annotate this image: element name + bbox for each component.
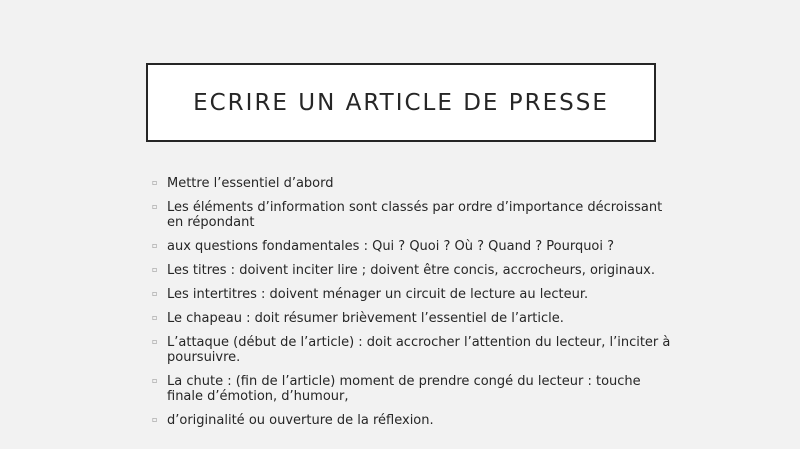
bullet-text: Le chapeau : doit résumer brièvement l’essentiel de l’article. bbox=[167, 311, 564, 326]
bullet-item bbox=[152, 311, 672, 326]
bullet-item bbox=[152, 335, 672, 365]
bullet-item bbox=[152, 239, 672, 254]
bullet-icon: ▫ bbox=[152, 415, 158, 424]
slide-title: ECRIRE UN ARTICLE DE PRESSE bbox=[193, 89, 609, 116]
bullet-icon: ▫ bbox=[152, 313, 158, 322]
bullet-icon: ▫ bbox=[152, 202, 158, 211]
bullet-item bbox=[152, 413, 672, 428]
bullet-icon: ▫ bbox=[152, 289, 158, 298]
bullet-icon: ▫ bbox=[152, 376, 158, 385]
bullet-item bbox=[152, 200, 672, 230]
bullet-text: aux questions fondamentales : Qui ? Quoi ? Où ? Quand ? Pourquoi ? bbox=[167, 239, 615, 254]
bullet-text: Les titres : doivent inciter lire ; doivent être concis, accrocheurs, originaux. bbox=[167, 263, 656, 278]
bullet-item bbox=[152, 176, 672, 191]
bullet-text: La chute : (fin de l’article) moment de prendre congé du lecteur : touche finale d’émotion, d’humour, bbox=[167, 374, 641, 404]
bullet-list bbox=[152, 176, 672, 437]
bullet-text: Les intertitres : doivent ménager un circuit de lecture au lecteur. bbox=[167, 287, 589, 302]
bullet-icon: ▫ bbox=[152, 241, 158, 250]
bullet-text: Mettre l’essentiel d’abord bbox=[167, 176, 334, 191]
bullet-text: d’originalité ou ouverture de la réflexion. bbox=[167, 413, 434, 428]
bullet-icon: ▫ bbox=[152, 337, 158, 346]
bullet-item bbox=[152, 374, 672, 404]
bullet-text: L’attaque (début de l’article) : doit accrocher l’attention du lecteur, l’inciter à poursuivre. bbox=[167, 335, 671, 365]
bullet-text: Les éléments d’information sont classés par ordre d’importance décroissant en répondant bbox=[167, 200, 663, 230]
bullet-icon: ▫ bbox=[152, 265, 158, 274]
title-box bbox=[146, 63, 656, 142]
bullet-item bbox=[152, 263, 672, 278]
bullet-item bbox=[152, 287, 672, 302]
bullet-icon: ▫ bbox=[152, 178, 158, 187]
